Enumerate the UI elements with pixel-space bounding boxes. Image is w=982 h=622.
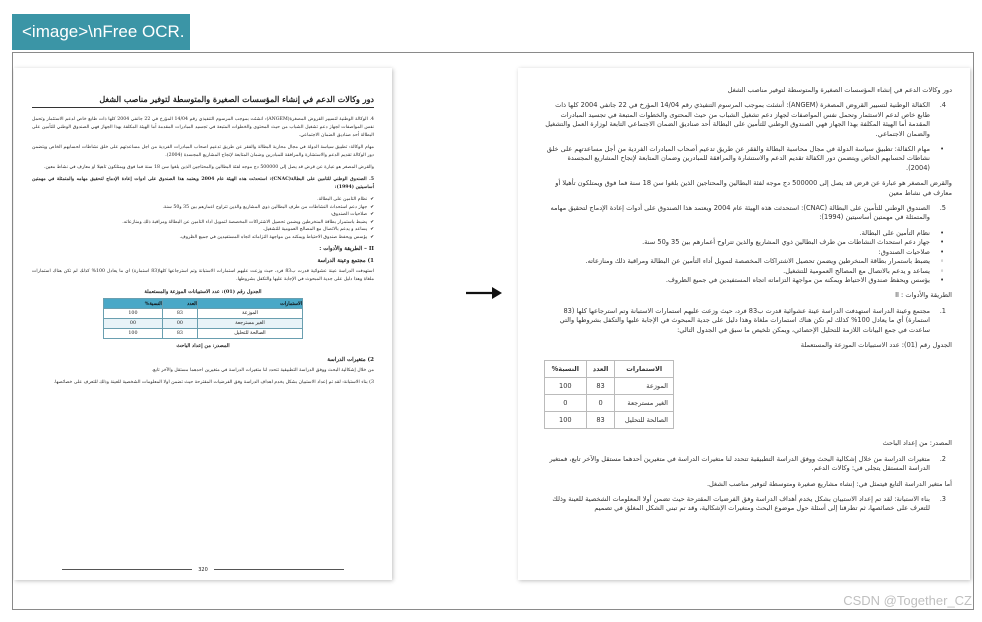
table-cell: الموزعة	[197, 309, 302, 319]
ocr-numbered-item	[544, 455, 952, 474]
table-row	[545, 378, 674, 395]
scan-section-heading: II – الطريقة والأدوات :	[319, 246, 374, 252]
table-cell: 83	[162, 329, 197, 339]
scan-table	[103, 298, 303, 339]
ocr-sub-bullet-item: ◦ يساعد و يدعم بالاتصال مع المصالح العمومية للتشغيل.	[544, 267, 952, 276]
table-row	[104, 329, 303, 339]
scan-subsection-heading: 1) مجتمع وعينة الدراسة	[317, 258, 374, 264]
table-cell: 00	[162, 319, 197, 329]
ocr-section-heading: الطريقة والأدوات : II	[895, 291, 952, 300]
ocr-table-caption: الجدول رقم (01): عدد الاستبيانات الموزعة والمستعملة	[800, 340, 952, 349]
scan-table-source: المصدر: من إعداد الباحث	[176, 343, 230, 349]
item-text: الصندوق الوطني للتأمين على البطالة (CNAC): استحدثت هذه الهيئة عام 2004 ويعتمد هذا الصندوق على أدوات إعادة الإدماج لتحقيق مهامه والمتمثلة في مهمتين أساسيتين (1994):	[550, 204, 930, 222]
scan-bullet-item: ✔ يضبط باستمرار بطاقة المنخرطين ويضمن تحصيل الاشتراكات المخصصة لتمويل أداء التأمين عن البطالة ومراقبة ذلك ومنازعاته.	[32, 219, 374, 227]
table-cell: الغير مسترجعة	[197, 319, 302, 329]
item-text: بناء الاستبانة: لقد تم إعداد الاستبيان بشكل يخدم أهداف الدراسة وفق الفرضيات المقترحة حيث تضمن أولا المعلومات الشخصية للعينة وذلك للتعرف على خصائصها، ثم تطرقنا إلى أسئلة حول موضوع البحث ومتغيرات الإشكالية، وقد تم تبني الشكل المغلق في تصميم	[552, 494, 930, 513]
table-row	[545, 395, 674, 412]
scan-page-header: دور وكالات الدعم في إنشاء المؤسسات الصغيرة والمتوسطة لتوفير مناصب الشغل	[32, 94, 374, 108]
table-cell: الموزعة	[615, 378, 674, 395]
item-number: 1.	[939, 306, 946, 315]
table-cell: 83	[162, 309, 197, 319]
scan-table-header: العدد	[162, 299, 197, 309]
table-row	[104, 319, 303, 329]
page-number-text: 320	[198, 567, 208, 573]
scan-bullet-item: ✔ يساعد و يدعم بالاتصال مع المصالح العمومية للتشغيل.	[32, 226, 374, 234]
scan-table-caption: الجدول رقم (01): عدد الاستبيانات الموزعة والمستعملة	[144, 289, 262, 295]
scan-paragraph: 3) بناء الاستبانة: لقد تم إعداد الاستبيان بشكل يخدم أهداف الدراسة وفق الفرضيات المقترحة حيث تضمن أولا المعلومات الشخصية للعينة وذلك للتعرف على خصائصها.	[53, 380, 374, 385]
item-number: 2.	[939, 454, 946, 463]
ocr-sub-bullet-item: ◦ يضبط باستمرار بطاقة المنخرطين ويضمن تحصيل الاشتراكات المخصصة لتمويل أداء التأمين عن البطالة ومراقبة ذلك ومنازعاته.	[544, 257, 952, 266]
ocr-paragraph: أما متغير الدراسة التابع فيتمثل في: إنشاء مشاريع صغيرة ومتوسطة لتوفير مناصب الشغل.	[706, 479, 952, 488]
scanned-page	[14, 68, 392, 580]
scan-paragraph: 5. الصندوق الوطني للتأمين على البطالة(CNAC): استحدثت هذه الهيئة عام 2004 ويعتمد هذا الصندوق على أدوات إعادة الإدماج لتحقيق مهامه والمتمثلة في مهمتين أساسيتين (1994):	[32, 177, 374, 190]
table-cell: 100	[104, 329, 163, 339]
item-number: 4.	[939, 101, 946, 110]
scan-bullet-item: ✔ يؤسس ويحفظ صندوق الاحتياط ويمكنه من مواجهة التزاماته اتجاه المستفيدين في جميع الظروف.	[32, 234, 374, 242]
ocr-table-source: المصدر: من إعداد الباحث	[882, 439, 952, 448]
table-cell: 100	[545, 378, 587, 395]
item-text: متغيرات الدراسة من خلال إشكالية البحث ووفق الدراسة التطبيقية تتحدد لنا متغيرات الدراسة في متغيرين أحدهما مستقل والآخر تابع، فمتغير الدراسة المستقل يتجلى في: وكالات الدعم.	[549, 454, 930, 473]
ocr-output-page	[518, 68, 970, 580]
ocr-table-header: الاستمارات	[615, 361, 674, 378]
table-cell: 83	[586, 378, 615, 395]
ocr-page-header: دور وكالات الدعم في إنشاء المؤسسات الصغيرة والمتوسطة لتوفير مناصب الشغل	[727, 86, 952, 94]
scan-paragraph: والقرض المصغر هو عبارة عن قرض قد يصل إلى 500000 دج موجه لفئة البطالين والمحتاجين الذين بلغوا سن 18 سنة فما فوق ويمتلكون تأهيلا أو معارف في نشاط معين.	[43, 165, 374, 170]
ocr-table-header: العدد	[586, 361, 615, 378]
table-cell: الغير مسترجعة	[615, 395, 674, 412]
scan-paragraph: 4. الوكالة الوطنية لتسيير القروض المصغرة(ANGEM): أنشئت بموجب المرسوم التنفيذي رقم 14/04 المؤرخ في 22 جانفي 2004 كلها ذات طابع خاص لدعم الاستثمار وتحمل نفس المواصفات لجهاز دعم تشغيل الشباب من حيث المحتوى والخطوات المتبعة في تجسيد المبادرات المقدمة أما الهيئة المكلفة بهذا الجهاز فهي الصندوق الوطني للتأمين على البطالة أحد صناديق الضمان الاجتماعي.	[32, 117, 374, 138]
scan-table-header: النسبة%	[104, 299, 163, 309]
ocr-bullet-item: • نظام التأمين على البطالة.	[544, 229, 952, 238]
ocr-bullet-item: • صلاحيات الصندوق:	[544, 248, 952, 257]
ocr-bullet-item: • يؤسس ويحفظ صندوق الاحتياط ويمكنه من مواجهة التزاماته اتجاه المستفيدين في جميع الظروف.	[544, 276, 952, 285]
table-cell: 83	[586, 412, 615, 429]
scan-subsection-heading: 2) متغيرات الدراسة	[327, 357, 374, 363]
item-text: الكفالة الوطنية لتسيير القروض المصغرة (ANGEM): أنشئت بموجب المرسوم التنفيذي رقم 14/04 المؤرخ في 22 جانفي 2004 كلها ذات طابع خاص لدعم الاستثمار وتحمل نفس المواصفات لجهاز دعم تشغيل الشباب من حيث المحتوى والخطوات المتبعة في تجسيد المبادرات المقدمة أما الهيئة المكلفة بهذا الجهاز فهي الصندوق الوطني للتأمين على البطالة أحد صناديق الضمان الاجتماعي التابعة لوزارة العمل والتشغيل والضمان الاجتماعي.	[545, 101, 930, 138]
ocr-table	[544, 360, 674, 429]
scan-paragraph: من خلال إشكالية البحث ووفق الدراسة التطبيقية تتحدد لنا متغيرات الدراسة في متغيرين أحدهما مستقل والآخر تابع.	[151, 368, 374, 373]
watermark: CSDN @Together_CZ	[843, 593, 972, 608]
scan-bullet-list	[32, 196, 374, 241]
table-row	[104, 309, 303, 319]
ocr-numbered-item	[544, 307, 952, 335]
scan-bullet-item: ✔ جهاز دعم استحداث النشاطات من طرف البطالين ذوي المشاريع والذين تتراوح أعمارهم بين 35 و50 سنة.	[32, 204, 374, 212]
item-number: 5.	[939, 204, 946, 213]
title-badge: <image>\nFree OCR.	[12, 14, 190, 50]
table-cell: 00	[104, 319, 163, 329]
ocr-bullet-item: • مهام الكفالة: تطبيق سياسة الدولة في مجال محاسبة البطالة والفقر عن طريق تدعيم أصحاب المبادرات الفردية من أجل مساعدتهم على خلق نشاطات لحسابهم الخاص ويتضمن دور الكفالة تقديم الدعم والاستشارة والمرافقة للمبادرين وضمان المتابعة لإنجاح المشاريع المجسدة (2004).	[544, 145, 952, 173]
ocr-paragraph: والقرض المصغر هو عبارة عن قرض قد يصل إلى 500000 دج موجه لفئة البطالين والمحتاجين الذين بلغوا سن 18 سنة فما فوق ويمتلكون تأهيلا أو معارف في نشاط معين	[555, 179, 952, 197]
scan-bullet-item: ✔ نظام التأمين على البطالة.	[32, 196, 374, 204]
ocr-numbered-item	[544, 495, 952, 514]
item-number: 3.	[939, 494, 946, 503]
table-cell: 0	[586, 395, 615, 412]
scan-paragraph: استهدفت الدراسة عينة عشوائية قدرت ب83 فرد، حيث وزعت عليهم استمارات الاستبانة وتم استرجاعها كلها(83 استمارة) أي ما يعادل 100% كذلك لم تكن هناك استمارات ملغاة وهذا دليل على جدية المبحوث في الإجابة عليها والتكفل بشروطها.	[32, 269, 374, 282]
scan-paragraph: مهام الوكالة: تطبيق سياسة الدولة في مجال محاربة البطالة والفقر عن طريق تدعيم أصحاب المبادرات الفردية من أجل مساعدتهم على خلق نشاطات لحسابهم الخاص ويتضمن دور الوكالة تقديم الدعم والاستشارة والمرافقة للمبادرين وضمان المتابعة لإنجاح المشاريع المجسدة (2004).	[32, 145, 374, 158]
scan-bullet-item: ✔ صلاحيات الصندوق:	[32, 211, 374, 219]
ocr-table-header: النسبة%	[545, 361, 587, 378]
table-cell: 100	[545, 412, 587, 429]
ocr-numbered-item	[544, 101, 952, 139]
table-row	[545, 412, 674, 429]
scan-page-number	[14, 564, 392, 576]
table-cell: 0	[545, 395, 587, 412]
right-arrow-icon	[464, 284, 504, 302]
scan-table-header: الاستمارات	[197, 299, 302, 309]
table-cell: 100	[104, 309, 163, 319]
table-cell: الصالحة للتحليل	[197, 329, 302, 339]
ocr-numbered-item	[544, 204, 952, 223]
item-text: مجتمع وعينة الدراسة استهدفت الدراسة عينة عشوائية قدرت ب83 فرد، حيث وزعت عليهم استمارات الاستبانة وتم استرجاعها كلها (83 استمارة) أي ما يعادل 100% كذلك لم تكن هناك استمارات ملغاة وهذا دليل على جدية المبحوث في الإجابة عليها والتكفل بشروطها والتي ساعدت في جمع البيانات اللازمة للتحليل الإحصائي، ويمكن تلخيص ما سبق في الجدول التالي:	[559, 306, 930, 334]
ocr-bullet-item: • جهاز دعم استحداث النشاطات من طرف البطالين ذوي المشاريع والذين تتراوح أعمارهم بين 35 و50 سنة.	[544, 238, 952, 247]
table-cell: الصالحة للتحليل	[615, 412, 674, 429]
